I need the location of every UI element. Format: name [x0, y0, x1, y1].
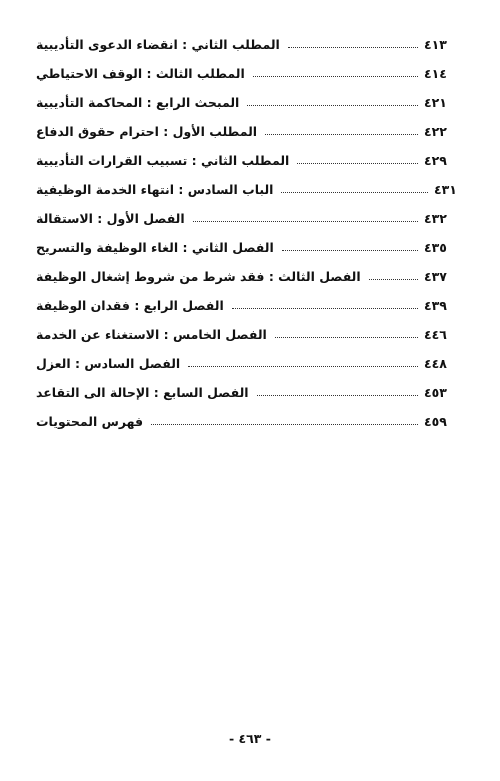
- toc-entry: [36, 233, 470, 262]
- dot-leader: [232, 308, 418, 309]
- dot-leader: [282, 250, 418, 251]
- dot-leader: [188, 366, 418, 367]
- toc-entry-page: ٤١٣: [424, 37, 447, 52]
- toc-entry-page: ٤١٤: [424, 66, 447, 81]
- dot-leader: [297, 163, 418, 164]
- toc-entry-title: المبحث الرابع : المحاكمة التأديبية: [36, 95, 240, 110]
- toc-entry-title: الفصل السادس : العزل: [36, 356, 181, 371]
- toc-entry: [36, 88, 470, 117]
- toc-entry-page: ٤٣٥: [424, 240, 447, 255]
- toc-entry: [36, 30, 470, 59]
- dot-leader: [151, 424, 418, 425]
- toc-entry: [36, 407, 470, 436]
- toc-entry: [36, 262, 470, 291]
- dot-leader: [253, 76, 418, 77]
- toc-entry-title: الفصل الثالث : فقد شرط من شروط إشغال الوظيفة: [36, 269, 361, 284]
- toc-entry: [36, 59, 470, 88]
- dot-leader: [275, 337, 418, 338]
- table-of-contents: [36, 30, 470, 436]
- dot-leader: [247, 105, 418, 106]
- dot-leader: [257, 395, 418, 396]
- toc-entry-title: الفصل الثاني : الغاء الوظيفة والتسريح: [36, 240, 274, 255]
- toc-entry: [36, 146, 470, 175]
- dot-leader: [369, 279, 418, 280]
- toc-entry-title: فهرس المحتويات: [36, 414, 144, 429]
- toc-entry-page: ٤٣١: [434, 182, 457, 197]
- toc-entry: [36, 349, 470, 378]
- toc-entry-page: ٤٥٣: [424, 385, 447, 400]
- toc-entry-page: ٤٤٨: [424, 356, 447, 371]
- toc-entry-page: ٤٢٢: [424, 124, 447, 139]
- toc-entry-page: ٤٣٢: [424, 211, 447, 226]
- toc-entry: [36, 204, 470, 233]
- page-number-footer: - ٤٦٣ -: [229, 731, 271, 746]
- toc-entry: [36, 117, 470, 146]
- toc-entry-page: ٤٢٩: [424, 153, 447, 168]
- toc-entry-page: ٤٤٦: [424, 327, 447, 342]
- toc-entry-title: المطلب الأول : احترام حقوق الدفاع: [36, 124, 258, 139]
- toc-entry-title: الفصل السابع : الإحالة الى التقاعد: [36, 385, 249, 400]
- toc-entry: [36, 320, 470, 349]
- dot-leader: [193, 221, 418, 222]
- toc-entry-title: الفصل الرابع : فقدان الوظيفة: [36, 298, 224, 313]
- toc-entry-title: الفصل الخامس : الاستغناء عن الخدمة: [36, 327, 267, 342]
- toc-entry-title: المطلب الثالث : الوقف الاحتياطي: [36, 66, 245, 81]
- toc-entry: [36, 291, 470, 320]
- toc-entry-page: ٤٣٩: [424, 298, 447, 313]
- toc-entry-title: الباب السادس : انتهاء الخدمة الوظيفية: [36, 182, 274, 197]
- dot-leader: [288, 47, 418, 48]
- toc-entry-page: ٤٥٩: [424, 414, 447, 429]
- dot-leader: [265, 134, 418, 135]
- toc-entry-title: المطلب الثاني : انقضاء الدعوى التأديبية: [36, 37, 280, 52]
- toc-entry: [36, 378, 470, 407]
- dot-leader: [281, 192, 428, 193]
- toc-entry: [36, 175, 470, 204]
- toc-entry-title: المطلب الثاني : تسبيب القرارات التأديبية: [36, 153, 290, 168]
- toc-entry-page: ٤٢١: [424, 95, 447, 110]
- toc-entry-title: الفصل الأول : الاستقالة: [36, 211, 185, 226]
- toc-entry-page: ٤٣٧: [424, 269, 447, 284]
